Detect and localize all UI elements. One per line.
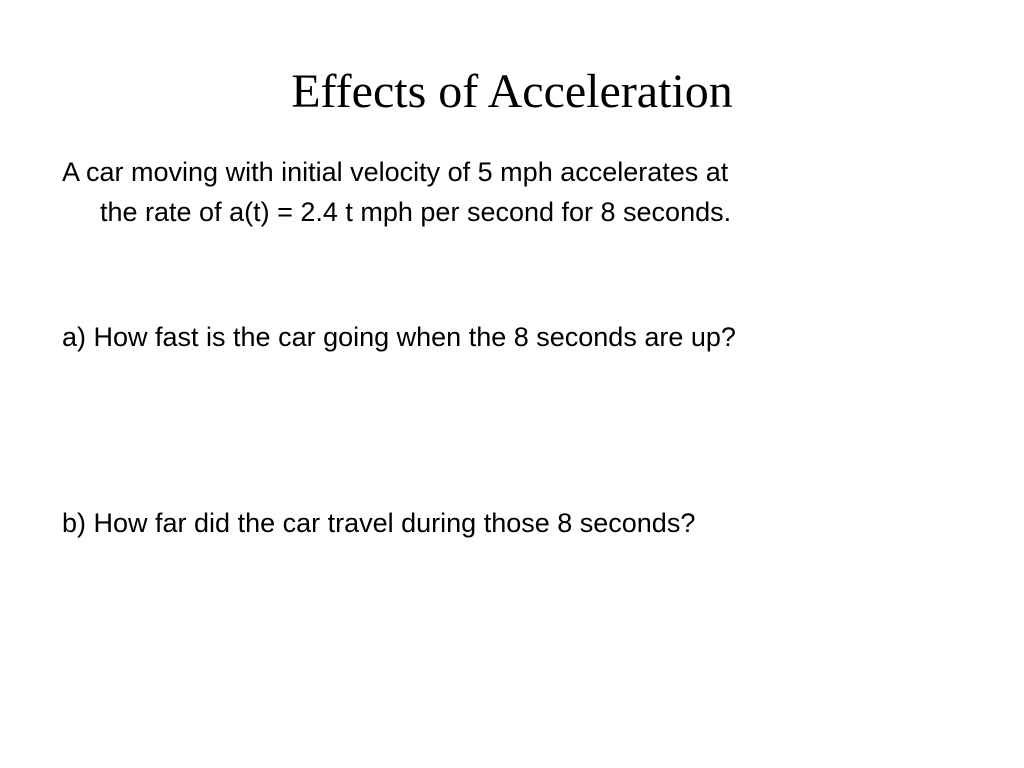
slide-title: Effects of Acceleration — [291, 65, 733, 118]
problem-statement — [62, 152, 962, 232]
question-b: b) How far did the car travel during those 8 seconds? — [62, 508, 696, 538]
problem-statement-line-2: the rate of a(t) = 2.4 t mph per second for 8 seconds. — [100, 197, 732, 227]
question-a: a) How fast is the car going when the 8 seconds are up? — [62, 322, 736, 352]
problem-statement-line-1: A car moving with initial velocity of 5 mph accelerates at — [62, 157, 729, 187]
